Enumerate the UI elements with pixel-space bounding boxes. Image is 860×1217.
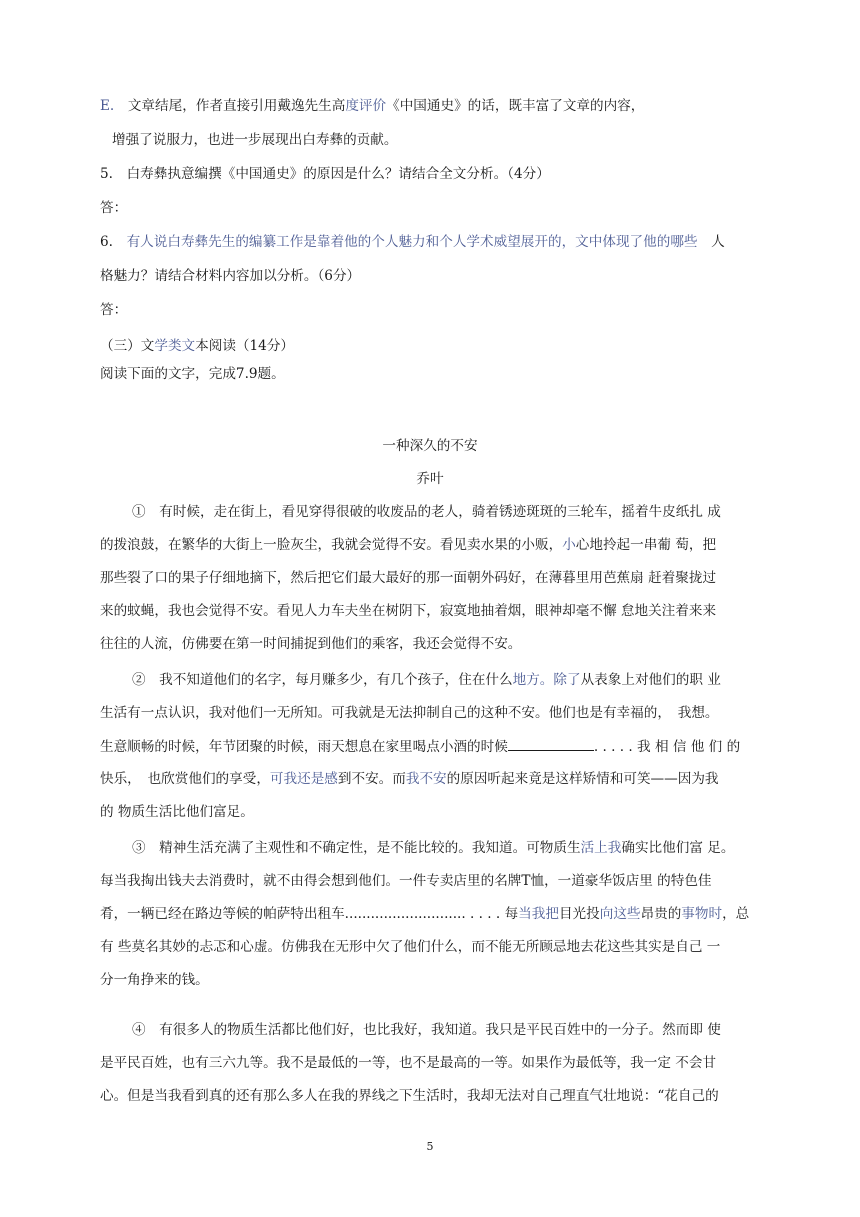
option-label-e: E. (100, 98, 115, 114)
fill-blank-line (508, 736, 594, 751)
paragraph-2-line: ② 我不知道他们的名字，每月赚多少，有几个孩子，住在什么地方。除了从表象上对他们的职 业 (132, 672, 721, 688)
paragraph-4-line: 心。但是当我看到真的还有那么多人在我的界线之下生活时，我却无法对自己理直气壮地说：“花自己的 (100, 1088, 719, 1104)
paragraph-1-line: 往往的人流，仿佛要在第一时间捕捉到他们的乘客，我还会觉得不安。 (100, 636, 522, 652)
paragraph-3-line: 有 些莫名其妙的忐忑和心虚。仿佛我在无形中欠了他们什么，而不能无所顾忌地去花这些其实是自己 一 (100, 939, 721, 955)
paragraph-3-line: 肴，一辆已经在路边等候的帕萨特出租车............................ . . . . 每当我把目光投向这些昂贵的事物时，总 (100, 906, 750, 922)
paragraph-3-line: 每当我掏出钱夫去消费时，就不由得会想到他们。一件专卖店里的名牌T恤，一道豪华饭店里 的特色佳 (100, 873, 712, 889)
page-number: 5 (426, 1140, 434, 1153)
section-heading: （三）文学类文本阅读（14分） (100, 338, 295, 354)
question-5: 5. 白寿彝执意编撰《中国通史》的原因是什么？请结合全文分析。（4分） (100, 166, 550, 182)
question-6-line2: 格魅力？请结合材料内容加以分析。（6分） (100, 268, 361, 284)
paragraph-2-line: 生活有一点认识，我对他们一无所知。可我就是无法抑制自己的这种不安。他们也是有幸福的， 我想。 (100, 705, 719, 721)
paragraph-3-line: 分一角挣来的钱。 (100, 972, 209, 988)
paragraph-4-line: ④ 有很多人的物质生活都比他们好，也比我好，我知道。我只是平民百姓中的一分子。然而即 使 (132, 1022, 721, 1038)
answer-6: 答： (100, 302, 128, 318)
paragraph-1-line: 那些裂了口的果子仔细地摘下，然后把它们最大最好的那一面朝外码好，在薄暮里用芭蕉扇 赶着聚拢过 (100, 570, 717, 586)
article-title: 一种深久的不安 (382, 438, 478, 454)
paragraph-4-line: 是平民百姓，也有三六九等。我不是最低的一等，也不是最高的一等。如果作为最低等，我一定 不会甘 (100, 1055, 717, 1071)
question-e-line2: 增强了说服力，也进一步展现出白寿彝的贡献。 (112, 132, 398, 148)
answer-5: 答： (100, 200, 128, 216)
paragraph-1-line: ① 有时候，走在街上，看见穿得很破的收废品的老人，骑着锈迹斑斑的三轮车，摇着牛皮纸扎 成 (132, 504, 721, 520)
paragraph-1-line: 来的蚊蝇，我也会觉得不安。看见人力车夫坐在树阴下，寂寞地抽着烟，眼神却毫不懈 怠地关注着来来 (100, 603, 717, 619)
paragraph-2-line: 的 物质生活比他们富足。 (100, 804, 254, 820)
question-6-line1: 6. 有人说白寿彝先生的编纂工作是靠着他的个人魅力和个人学术威望展开的，文中体现了他的哪些 人 (100, 234, 725, 250)
question-e-line1: E. 文章结尾，作者直接引用戴逸先生高度评价《中国通史》的话，既丰富了文章的内容， (100, 98, 645, 114)
section-instruction: 阅读下面的文字，完成7.9题。 (100, 366, 285, 382)
article-author: 乔叶 (416, 471, 444, 487)
paragraph-2-line: 生意顺畅的时候，年节团聚的时候，雨天想息在家里喝点小酒的时候 . . . . . 我 相 信 他 们 的 (100, 736, 740, 757)
paragraph-3-line: ③ 精神生活充满了主观性和不确定性，是不能比较的。我知道。可物质生活上我确实比他们富 足。 (132, 840, 735, 856)
paragraph-2-line: 快乐， 也欣赏他们的享受，可我还是感到不安。而我不安的原因听起来竟是这样矫情和可笑——因为我 (100, 771, 719, 787)
paragraph-1-line: 的拨浪鼓，在繁华的大街上一脸灰尘，我就会觉得不安。看见卖水果的小贩，小心地拎起一串葡 萄，把 (100, 537, 717, 553)
